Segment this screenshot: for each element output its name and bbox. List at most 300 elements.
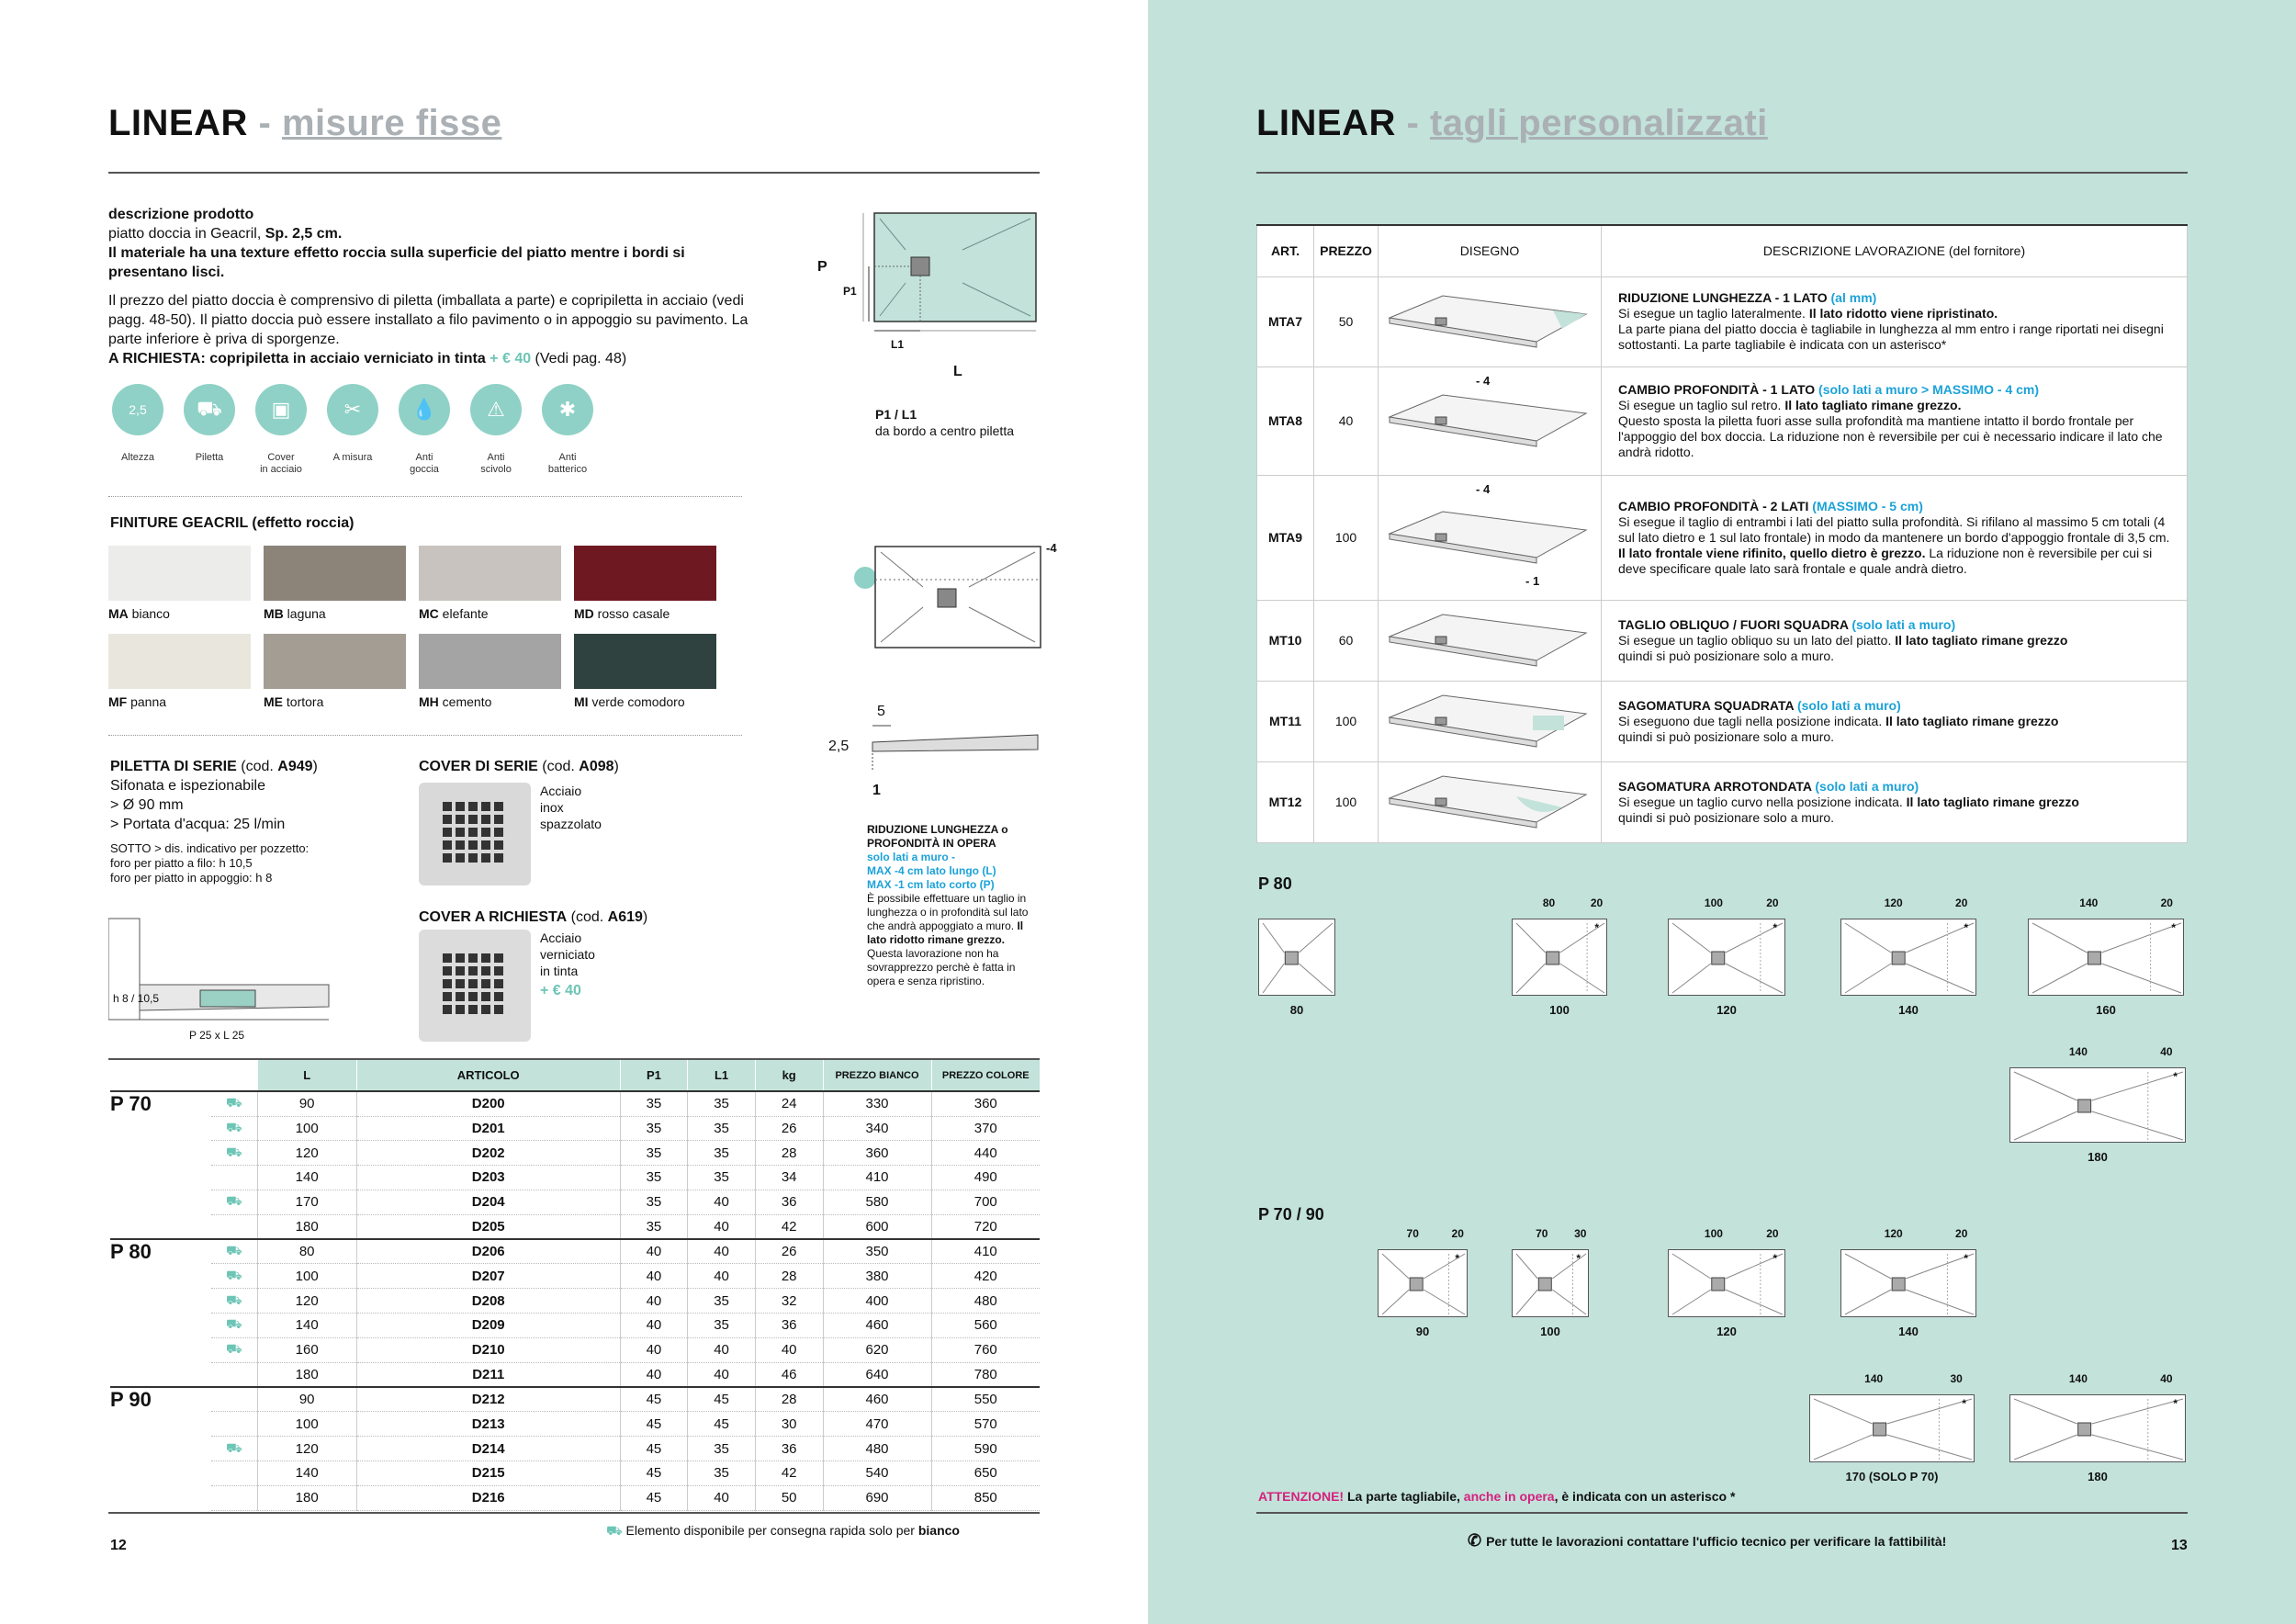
cut-dim1: - 4 — [1476, 374, 1491, 388]
piletta-cod: (cod. — [236, 759, 278, 774]
cell-kg: 42 — [755, 1461, 823, 1486]
finish-swatch — [264, 634, 406, 689]
diag-line — [1552, 1254, 1586, 1279]
cell-p1: 35 — [620, 1091, 688, 1116]
group-label — [110, 1190, 211, 1214]
cell-kg: 36 — [755, 1437, 823, 1461]
cover-hole — [468, 802, 478, 811]
fast-delivery-icon: ⛟ — [211, 1289, 257, 1314]
desc-line1-a: piatto doccia in Geacril, — [108, 226, 265, 242]
cover-hole — [481, 802, 490, 811]
icon-label: A misura — [332, 452, 373, 463]
finish-code: MB — [264, 606, 284, 621]
ruler-icon: 2,5 — [112, 384, 163, 435]
cell-kg: 34 — [755, 1166, 823, 1190]
cell-pb: 360 — [823, 1141, 931, 1166]
cut-t1: Si esegue un taglio lateralmente. — [1618, 306, 1809, 321]
empty-cell — [211, 1485, 257, 1510]
cell-L: 120 — [257, 1289, 356, 1314]
tray-label: 160 — [2096, 1003, 2116, 1017]
group-label — [110, 1314, 211, 1338]
cover-hole — [443, 853, 452, 863]
cut-art: MTA9 — [1257, 475, 1314, 600]
finish-label — [574, 694, 685, 709]
attention-c: anche in opera — [1463, 1489, 1555, 1504]
cut-price: 60 — [1314, 600, 1379, 681]
table-row — [110, 1116, 1040, 1141]
fast-delivery-icon: ⛟ — [211, 1116, 257, 1141]
cell-pc: 760 — [931, 1337, 1040, 1362]
desc-para2: Il prezzo del piatto doccia è comprensivo di piletta (imballata a parte) e copripiletta in acciaio (vedi pagg. 48-50). Il piatto doccia può essere installato a filo pavimento o in appoggio su pavimento. La parte inferiore è priva di sporgenze. — [108, 293, 748, 347]
cut-t1b: Il lato frontale viene rifinito, quello dietro è grezzo. — [1618, 545, 1926, 560]
attention-note — [1258, 1488, 1735, 1505]
finish-name: bianco — [131, 606, 170, 621]
cut-art: MTA7 — [1257, 276, 1314, 367]
divider — [108, 735, 742, 736]
cover-hole — [443, 1005, 452, 1014]
cut-area — [1533, 716, 1564, 730]
cut-head: SAGOMATURA ARROTONDATA — [1618, 778, 1812, 794]
title-dash: - — [247, 103, 282, 143]
tray-label: 80 — [1289, 1003, 1304, 1017]
asterisk-mark: * — [1576, 1252, 1581, 1265]
right-bottom-rule — [1256, 1512, 2188, 1514]
cut-t1: Si esegue un taglio curvo nella posizione indicata. — [1618, 794, 1907, 809]
riduzione-note — [867, 823, 1032, 988]
cell-p1: 40 — [620, 1314, 688, 1338]
cell-kg: 46 — [755, 1362, 823, 1387]
finish-swatch — [574, 634, 716, 689]
diag-line — [1672, 964, 1711, 993]
price-table — [110, 1060, 1040, 1511]
cell-L: 160 — [257, 1337, 356, 1362]
finish-label — [419, 606, 489, 621]
table-row — [110, 1214, 1040, 1239]
cell-l1: 45 — [688, 1412, 756, 1437]
cell-p1: 45 — [620, 1461, 688, 1486]
finish-code: ME — [264, 694, 283, 709]
riduzione-blue2: MAX -4 cm lato lungo (L) — [867, 864, 996, 877]
dimension-diagram — [816, 202, 1045, 441]
fast-delivery-icon: ⛟ — [211, 1314, 257, 1338]
cut-heading — [1618, 499, 2174, 514]
cell-art: D211 — [356, 1362, 620, 1387]
cell-art: D202 — [356, 1141, 620, 1166]
tray-dim-b: 20 — [1766, 897, 1779, 909]
cell-L: 180 — [257, 1485, 356, 1510]
cover-hole — [494, 953, 503, 963]
cut-row — [1257, 761, 2188, 842]
tray-diagram — [1668, 919, 1785, 996]
tray-svg — [1259, 919, 1336, 997]
diag-line — [2014, 1399, 2077, 1424]
fast-delivery-note — [606, 1522, 960, 1539]
cover-hole — [468, 966, 478, 976]
table-header: kg — [755, 1060, 823, 1091]
cuts-header: PREZZO — [1314, 225, 1379, 276]
tray-svg — [1841, 919, 1977, 997]
drain-icon — [1712, 952, 1725, 964]
fast-delivery-icon: ⛟ — [211, 1337, 257, 1362]
cell-L: 100 — [257, 1412, 356, 1437]
cut-description — [1602, 681, 2188, 761]
riduzione-text-c: Questa lavorazione non ha sovrapprezzo perchè è fatta in opera e senza ripristino. — [867, 947, 1016, 987]
diag-line — [1845, 1290, 1891, 1314]
table-row — [110, 1337, 1040, 1362]
cell-kg: 28 — [755, 1264, 823, 1289]
profile-1: 1 — [872, 783, 881, 798]
diag-line — [2092, 1399, 2183, 1424]
cell-p1: 35 — [620, 1166, 688, 1190]
cover-hole — [481, 853, 490, 863]
cut-description — [1602, 600, 2188, 681]
table-row — [110, 1437, 1040, 1461]
cut-art: MT12 — [1257, 761, 1314, 842]
diag-line — [2101, 964, 2181, 993]
group-label: P 70 — [110, 1091, 211, 1116]
cut-drawing-box — [1379, 278, 1599, 365]
finish-swatch — [574, 546, 716, 601]
cut-blue: (solo lati a muro) — [1794, 697, 1901, 713]
cell-art: D206 — [356, 1239, 620, 1264]
fast-delivery-icon: ⛟ — [211, 1091, 257, 1116]
cell-L: 120 — [257, 1141, 356, 1166]
cell-l1: 40 — [688, 1239, 756, 1264]
cut-row — [1257, 276, 2188, 367]
finish-label — [108, 606, 170, 621]
cell-l1: 40 — [688, 1362, 756, 1387]
diag-line — [1814, 1435, 1873, 1460]
attention-b: La parte tagliabile, — [1344, 1489, 1464, 1504]
fast-delivery-icon: ⛟ — [606, 1523, 626, 1538]
cell-kg: 32 — [755, 1289, 823, 1314]
cut-head: CAMBIO PROFONDITÀ - 1 LATO — [1618, 381, 1816, 397]
diag-line — [2101, 923, 2181, 953]
asterisk-mark: * — [1773, 921, 1777, 934]
tray-label: 100 — [1540, 1325, 1560, 1338]
cover-hole — [443, 840, 452, 850]
table-header: ARTICOLO — [356, 1060, 620, 1091]
cover-hole — [494, 802, 503, 811]
tray-label: 180 — [2088, 1150, 2108, 1164]
tray-dim-a: 140 — [2079, 897, 2099, 909]
piletta-l3: > Portata d'acqua: 25 l/min — [110, 817, 286, 832]
group-label — [110, 1289, 211, 1314]
cut-art: MT11 — [1257, 681, 1314, 761]
cell-pb: 690 — [823, 1485, 931, 1510]
cover-hole — [494, 992, 503, 1001]
piletta-title: PILETTA DI SERIE — [110, 759, 237, 774]
footnote-b: bianco — [917, 1523, 960, 1538]
cut-drawing-box — [1379, 368, 1599, 473]
cell-art: D213 — [356, 1412, 620, 1437]
attention-d: , è indicata con un asterisco * — [1554, 1489, 1736, 1504]
cell-l1: 35 — [688, 1461, 756, 1486]
cut-art: MT10 — [1257, 600, 1314, 681]
cuts-header: DESCRIZIONE LAVORAZIONE (del fornitore) — [1602, 225, 2188, 276]
tray-svg — [1841, 1250, 1977, 1318]
cell-pb: 400 — [823, 1289, 931, 1314]
cell-art: D201 — [356, 1116, 620, 1141]
piletta-code: A949 — [277, 759, 313, 774]
diag-line — [1726, 964, 1783, 993]
piletta-close: ) — [312, 759, 318, 774]
cuts-header: DISEGNO — [1379, 225, 1602, 276]
cut-price: 50 — [1314, 276, 1379, 367]
tray-label: 170 (SOLO P 70) — [1845, 1470, 1939, 1483]
cover-hole — [481, 966, 490, 976]
asterisk-mark: * — [1964, 921, 1968, 934]
tray-dim-a: 120 — [1884, 897, 1903, 909]
cover-hole — [481, 828, 490, 837]
cell-pb: 620 — [823, 1337, 931, 1362]
cell-kg: 40 — [755, 1337, 823, 1362]
cell-art: D212 — [356, 1387, 620, 1412]
cover-hole — [443, 802, 452, 811]
fast-delivery-icon: ⛟ — [211, 1239, 257, 1264]
group-label — [110, 1264, 211, 1289]
table-header-row — [110, 1060, 1040, 1091]
cover-hole — [481, 840, 490, 850]
finish-code: MD — [574, 606, 594, 621]
drain-icon — [1410, 1278, 1423, 1291]
tray-diagram — [1809, 1394, 1975, 1462]
fast-delivery-icon: ⛟ — [211, 1190, 257, 1214]
cell-p1: 45 — [620, 1412, 688, 1437]
drain-icon — [1435, 318, 1446, 325]
tray-label: 120 — [1716, 1325, 1737, 1338]
cover-hole — [443, 828, 452, 837]
cell-L: 140 — [257, 1166, 356, 1190]
cover2-price: + € 40 — [540, 983, 581, 998]
cell-kg: 26 — [755, 1116, 823, 1141]
cover1-l2: inox — [540, 800, 564, 815]
profile-shape — [872, 735, 1038, 751]
cut-text — [1618, 633, 2174, 648]
tray-svg — [2010, 1068, 2187, 1144]
cell-pc: 650 — [931, 1461, 1040, 1486]
profile-svg — [827, 698, 1047, 799]
profile-25: 2,5 — [828, 739, 850, 754]
cell-p1: 45 — [620, 1387, 688, 1412]
cut-blue: (solo lati a muro) — [1811, 778, 1919, 794]
asterisk-mark: * — [1455, 1252, 1459, 1265]
group-label — [110, 1337, 211, 1362]
cut-price: 100 — [1314, 475, 1379, 600]
cell-L: 120 — [257, 1437, 356, 1461]
asterisk-mark: * — [1594, 921, 1599, 934]
drain-icon — [2078, 1100, 2091, 1112]
tray-diagram — [1512, 1249, 1589, 1317]
diag-line — [1516, 1254, 1537, 1279]
cut-drawing — [1379, 681, 1602, 761]
cell-l1: 35 — [688, 1091, 756, 1116]
cell-pb: 410 — [823, 1166, 931, 1190]
caption-text: da bordo a centro piletta — [875, 423, 1014, 438]
diag-line — [2032, 964, 2087, 993]
group-label — [110, 1461, 211, 1486]
piletta-block — [110, 757, 386, 885]
section-svg — [108, 915, 338, 1043]
table-header: L — [257, 1060, 356, 1091]
diag-line — [2092, 1435, 2183, 1460]
cell-art: D209 — [356, 1314, 620, 1338]
cell-pb: 600 — [823, 1214, 931, 1239]
cover-hole — [443, 953, 452, 963]
diag-line — [1516, 923, 1546, 953]
cell-pc: 480 — [931, 1289, 1040, 1314]
tray-diagram — [1840, 919, 1976, 996]
cell-l1: 35 — [688, 1437, 756, 1461]
cover-hole — [468, 992, 478, 1001]
cell-art: D207 — [356, 1264, 620, 1289]
cut-t1: Si eseguono due tagli nella posizione indicata. — [1618, 713, 1886, 728]
drain-icon — [1892, 952, 1905, 964]
cell-art: D215 — [356, 1461, 620, 1486]
cell-l1: 35 — [688, 1314, 756, 1338]
cover2-l1: Acciaio — [540, 930, 582, 945]
drops-icon: 💧 — [399, 384, 450, 435]
asterisk-mark: * — [2171, 921, 2176, 934]
cell-art: D208 — [356, 1289, 620, 1314]
cell-pb: 350 — [823, 1239, 931, 1264]
tray-label: 100 — [1549, 1003, 1570, 1017]
tray-svg — [1669, 1250, 1786, 1318]
cut-heading — [1618, 698, 2174, 714]
group-label: P 80 — [110, 1239, 211, 1264]
cut-text — [1618, 306, 2174, 321]
cell-pc: 370 — [931, 1116, 1040, 1141]
finish-swatch — [108, 634, 251, 689]
diag-line — [2032, 923, 2087, 953]
finish-name: elefante — [442, 606, 489, 621]
tray-dim-a: 80 — [1542, 897, 1556, 909]
group-label — [110, 1485, 211, 1510]
tray-dim-b: 40 — [2160, 1045, 2173, 1058]
cell-L: 170 — [257, 1190, 356, 1214]
cut-description — [1602, 475, 2188, 600]
table-row — [110, 1387, 1040, 1412]
finish-code: MA — [108, 606, 129, 621]
cell-l1: 35 — [688, 1116, 756, 1141]
cut-description — [1602, 367, 2188, 475]
cover-hole — [468, 1005, 478, 1014]
tray-svg — [1810, 1395, 1975, 1463]
tray-svg — [2029, 919, 2185, 997]
finish-label — [574, 606, 670, 621]
tray-label: 90 — [1415, 1325, 1430, 1338]
cell-pc: 700 — [931, 1190, 1040, 1214]
divider — [108, 496, 742, 497]
cover1-l3: spazzolato — [540, 817, 602, 831]
finish-name: laguna — [287, 606, 326, 621]
request-line — [108, 349, 751, 368]
drain-icon — [1285, 952, 1298, 964]
cell-pc: 560 — [931, 1314, 1040, 1338]
cover-hole — [456, 802, 465, 811]
cut-t2: La parte piana del piatto doccia è tagliabile in lunghezza al mm entro i range riportati nei disegni sottostanti. La parte tagliabile è indicata con un asterisco* — [1618, 321, 2164, 352]
piletta-l2: > Ø 90 mm — [110, 797, 184, 813]
cell-L: 80 — [257, 1239, 356, 1264]
finish-label — [264, 694, 323, 709]
cover2-title-text: COVER A RICHIESTA — [419, 909, 568, 925]
group-label — [110, 1116, 211, 1141]
cut-heading — [1618, 617, 2174, 633]
cell-pb: 460 — [823, 1314, 931, 1338]
tray-svg — [1669, 919, 1786, 997]
request-bold: A RICHIESTA: copripiletta in acciaio verniciato in tinta — [108, 351, 486, 367]
drain-icon — [2088, 952, 2100, 964]
cut-text — [1618, 795, 2174, 810]
cover-hole — [443, 992, 452, 1001]
cover-hole — [456, 953, 465, 963]
tray-dim-a: 70 — [1536, 1227, 1548, 1240]
cover-hole — [443, 979, 452, 988]
diagram-l1: L1 — [891, 338, 905, 351]
finish-swatch — [419, 634, 561, 689]
table-row — [110, 1362, 1040, 1387]
cell-L: 100 — [257, 1264, 356, 1289]
cell-pb: 340 — [823, 1116, 931, 1141]
cut-blue: (solo lati a muro) — [1848, 616, 1956, 632]
cell-l1: 35 — [688, 1141, 756, 1166]
fast-delivery-icon: ⛟ — [211, 1437, 257, 1461]
cut-blue: (MASSIMO - 5 cm) — [1808, 498, 1923, 513]
cover-hole — [481, 953, 490, 963]
cell-kg: 42 — [755, 1214, 823, 1239]
cut-description — [1602, 276, 2188, 367]
finish-name: verde comodoro — [591, 694, 685, 709]
cover-hole — [481, 815, 490, 824]
riduzione-text — [867, 892, 1032, 988]
group-label — [110, 1362, 211, 1387]
cut-drawing-box — [1379, 602, 1599, 679]
cut-t2: quindi si può posizionare solo a muro. — [1618, 809, 1835, 825]
tray-diagram — [1378, 1249, 1468, 1317]
cut-row — [1257, 475, 2188, 600]
cell-pb: 460 — [823, 1387, 931, 1412]
cell-l1: 40 — [688, 1485, 756, 1510]
cover1-l1: Acciaio — [540, 784, 582, 798]
cell-pc: 360 — [931, 1091, 1040, 1116]
cell-p1: 40 — [620, 1264, 688, 1289]
cut-text — [1618, 398, 2174, 413]
cut-t2: quindi si può posizionare solo a muro. — [1618, 728, 1835, 744]
cover-hole — [468, 979, 478, 988]
piletta-l1: Sifonata e ispezionabile — [110, 778, 266, 794]
drain-icon — [1435, 798, 1446, 806]
cut-drawing — [1379, 367, 1602, 475]
page-title-right — [1256, 103, 1768, 144]
tray-dim-a: 140 — [2068, 1045, 2088, 1058]
cut-text — [1618, 714, 2174, 729]
caption-bold: P1 / L1 — [875, 407, 917, 422]
cover-hole — [481, 992, 490, 1001]
cell-p1: 35 — [620, 1141, 688, 1166]
cell-p1: 35 — [620, 1214, 688, 1239]
truck-icon: ⛟ — [184, 384, 235, 435]
cut-t1b: Il lato tagliato rimane grezzo — [1885, 713, 2059, 728]
cut-art: MTA8 — [1257, 367, 1314, 475]
tray-label: 120 — [1716, 1003, 1737, 1017]
cut-head: CAMBIO PROFONDITÀ - 2 LATI — [1618, 498, 1809, 513]
tray-dim-b: 40 — [2160, 1372, 2173, 1385]
title-sub: tagli personalizzati — [1429, 103, 1768, 143]
finish-label — [419, 694, 491, 709]
tray-perspective-svg — [1379, 763, 1599, 840]
desc-heading: descrizione prodotto — [108, 207, 254, 222]
section-h: h 8 / 10,5 — [113, 992, 160, 1005]
